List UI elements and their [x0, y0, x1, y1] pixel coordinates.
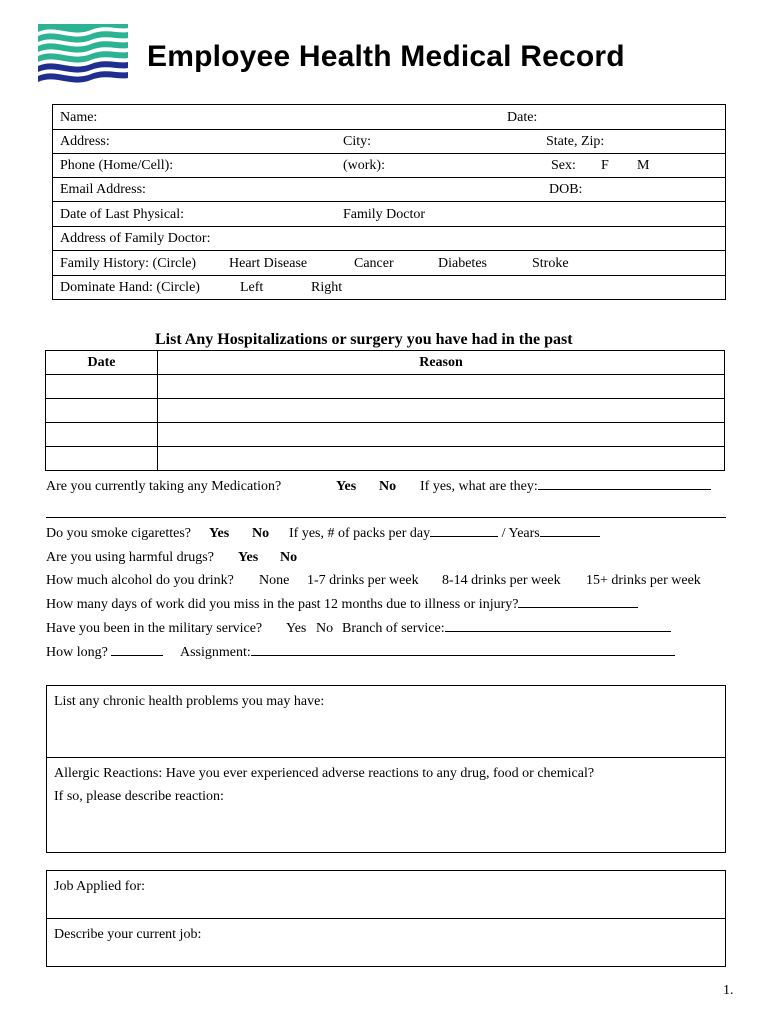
allergic-describe-label: If so, please describe reaction:: [54, 789, 224, 804]
alcohol-none[interactable]: None: [259, 573, 290, 588]
doctor-address-label: Address of Family Doctor:: [60, 231, 211, 246]
how-long-label: How long?: [46, 645, 108, 660]
dob-label: DOB:: [549, 182, 583, 197]
page-title: Employee Health Medical Record: [147, 40, 625, 73]
medication-followup: [420, 479, 711, 495]
address-label: Address:: [60, 134, 110, 149]
alcohol-question: How much alcohol do you drink?: [46, 573, 234, 588]
assignment-blank[interactable]: [251, 655, 675, 656]
years-label: / Years: [501, 526, 540, 541]
alcohol-8-14[interactable]: 8-14 drinks per week: [442, 573, 561, 588]
medication-followup-label: If yes, what are they:: [420, 479, 538, 494]
packs-label: If yes, # of packs per day: [289, 526, 431, 541]
military-no[interactable]: No: [316, 621, 334, 636]
smoke-yes[interactable]: Yes: [209, 526, 230, 541]
option-left-hand[interactable]: Left: [240, 280, 264, 295]
info-row-doctor-address: [53, 226, 725, 251]
reason-cell[interactable]: [158, 375, 725, 399]
sex-label: Sex:: [551, 158, 576, 173]
current-job-label: Describe your current job:: [54, 927, 202, 942]
info-row-address: [53, 129, 725, 154]
name-label: Name:: [60, 110, 98, 125]
family-doctor-label: Family Doctor: [343, 207, 426, 222]
drugs-no[interactable]: No: [280, 550, 298, 565]
date-cell[interactable]: [46, 375, 158, 399]
military-question: Have you been in the military service?: [46, 621, 263, 636]
medication-no[interactable]: No: [379, 479, 397, 494]
branch-field: [342, 621, 671, 637]
info-row-phone: [53, 153, 725, 178]
medication-question: Are you currently taking any Medication?: [46, 479, 282, 494]
smoke-followup: [289, 526, 600, 542]
job-applied-label: Job Applied for:: [54, 879, 145, 894]
medication-extra-line[interactable]: [46, 517, 726, 518]
company-logo-icon: [36, 22, 132, 84]
option-cancer[interactable]: Cancer: [354, 256, 394, 271]
reason-column-header: Reason: [158, 351, 725, 375]
packs-blank[interactable]: [430, 536, 498, 537]
job-panel: [46, 870, 726, 967]
personal-info-table: [52, 104, 726, 300]
branch-label: Branch of service:: [342, 621, 445, 636]
drugs-yes[interactable]: Yes: [238, 550, 259, 565]
current-job-section[interactable]: [47, 919, 725, 966]
info-row-email: [53, 177, 725, 202]
date-label: Date:: [507, 110, 538, 125]
option-right-hand[interactable]: Right: [311, 280, 343, 295]
page-number: 1.: [723, 983, 734, 998]
city-label: City:: [343, 134, 372, 149]
drugs-question: Are you using harmful drugs?: [46, 550, 214, 565]
table-row: [46, 375, 725, 399]
date-column-header: Date: [46, 351, 158, 375]
phone-label: Phone (Home/Cell):: [60, 158, 174, 173]
hospitalizations-table: [45, 350, 725, 471]
table-row: [46, 399, 725, 423]
branch-blank[interactable]: [445, 631, 671, 632]
reason-cell[interactable]: [158, 399, 725, 423]
smoke-no[interactable]: No: [252, 526, 270, 541]
last-physical-label: Date of Last Physical:: [60, 207, 185, 222]
military-yes[interactable]: Yes: [286, 621, 307, 636]
job-applied-section[interactable]: [47, 871, 725, 919]
work-phone-label: (work):: [343, 158, 385, 173]
chronic-label: List any chronic health problems you may have:: [54, 694, 325, 709]
allergic-section[interactable]: [47, 758, 725, 852]
date-cell[interactable]: [46, 399, 158, 423]
alcohol-15-plus[interactable]: 15+ drinks per week: [586, 573, 701, 588]
reason-cell[interactable]: [158, 447, 725, 471]
option-heart-disease[interactable]: Heart Disease: [229, 256, 308, 271]
smoke-question: Do you smoke cigarettes?: [46, 526, 192, 541]
missed-days-label: How many days of work did you miss in the past 12 months due to illness or injury?: [46, 597, 519, 612]
family-history-label: Family History: (Circle): [60, 256, 197, 271]
health-problems-panel: [46, 685, 726, 853]
date-cell[interactable]: [46, 447, 158, 471]
alcohol-1-7[interactable]: 1-7 drinks per week: [307, 573, 419, 588]
missed-days-blank[interactable]: [518, 607, 638, 608]
how-long-blank[interactable]: [111, 655, 163, 656]
email-label: Email Address:: [60, 182, 146, 197]
info-row-family-history: [53, 251, 725, 276]
chronic-section[interactable]: [47, 686, 725, 758]
missed-days-question: [46, 597, 638, 613]
how-long-field: [46, 645, 163, 661]
table-header-row: [46, 351, 725, 375]
allergic-question: Allergic Reactions: Have you ever experienced adverse reactions to any drug, food or chemical?: [54, 766, 595, 781]
option-stroke[interactable]: Stroke: [532, 256, 569, 271]
assignment-field: [180, 645, 675, 661]
hospitalizations-heading: List Any Hospitalizations or surgery you have had in the past: [155, 331, 573, 348]
medication-yes[interactable]: Yes: [336, 479, 357, 494]
medication-blank[interactable]: [538, 489, 711, 490]
sex-option-m[interactable]: M: [637, 158, 650, 173]
info-row-hand: [53, 275, 725, 299]
years-blank[interactable]: [540, 536, 600, 537]
sex-option-f[interactable]: F: [601, 158, 609, 173]
dominate-hand-label: Dominate Hand: (Circle): [60, 280, 200, 295]
state-zip-label: State, Zip:: [546, 134, 605, 149]
option-diabetes[interactable]: Diabetes: [438, 256, 487, 271]
reason-cell[interactable]: [158, 423, 725, 447]
table-row: [46, 423, 725, 447]
date-cell[interactable]: [46, 423, 158, 447]
info-row-physical: [53, 202, 725, 227]
assignment-label: Assignment:: [180, 645, 251, 660]
table-row: [46, 447, 725, 471]
info-row-name: [53, 105, 725, 130]
